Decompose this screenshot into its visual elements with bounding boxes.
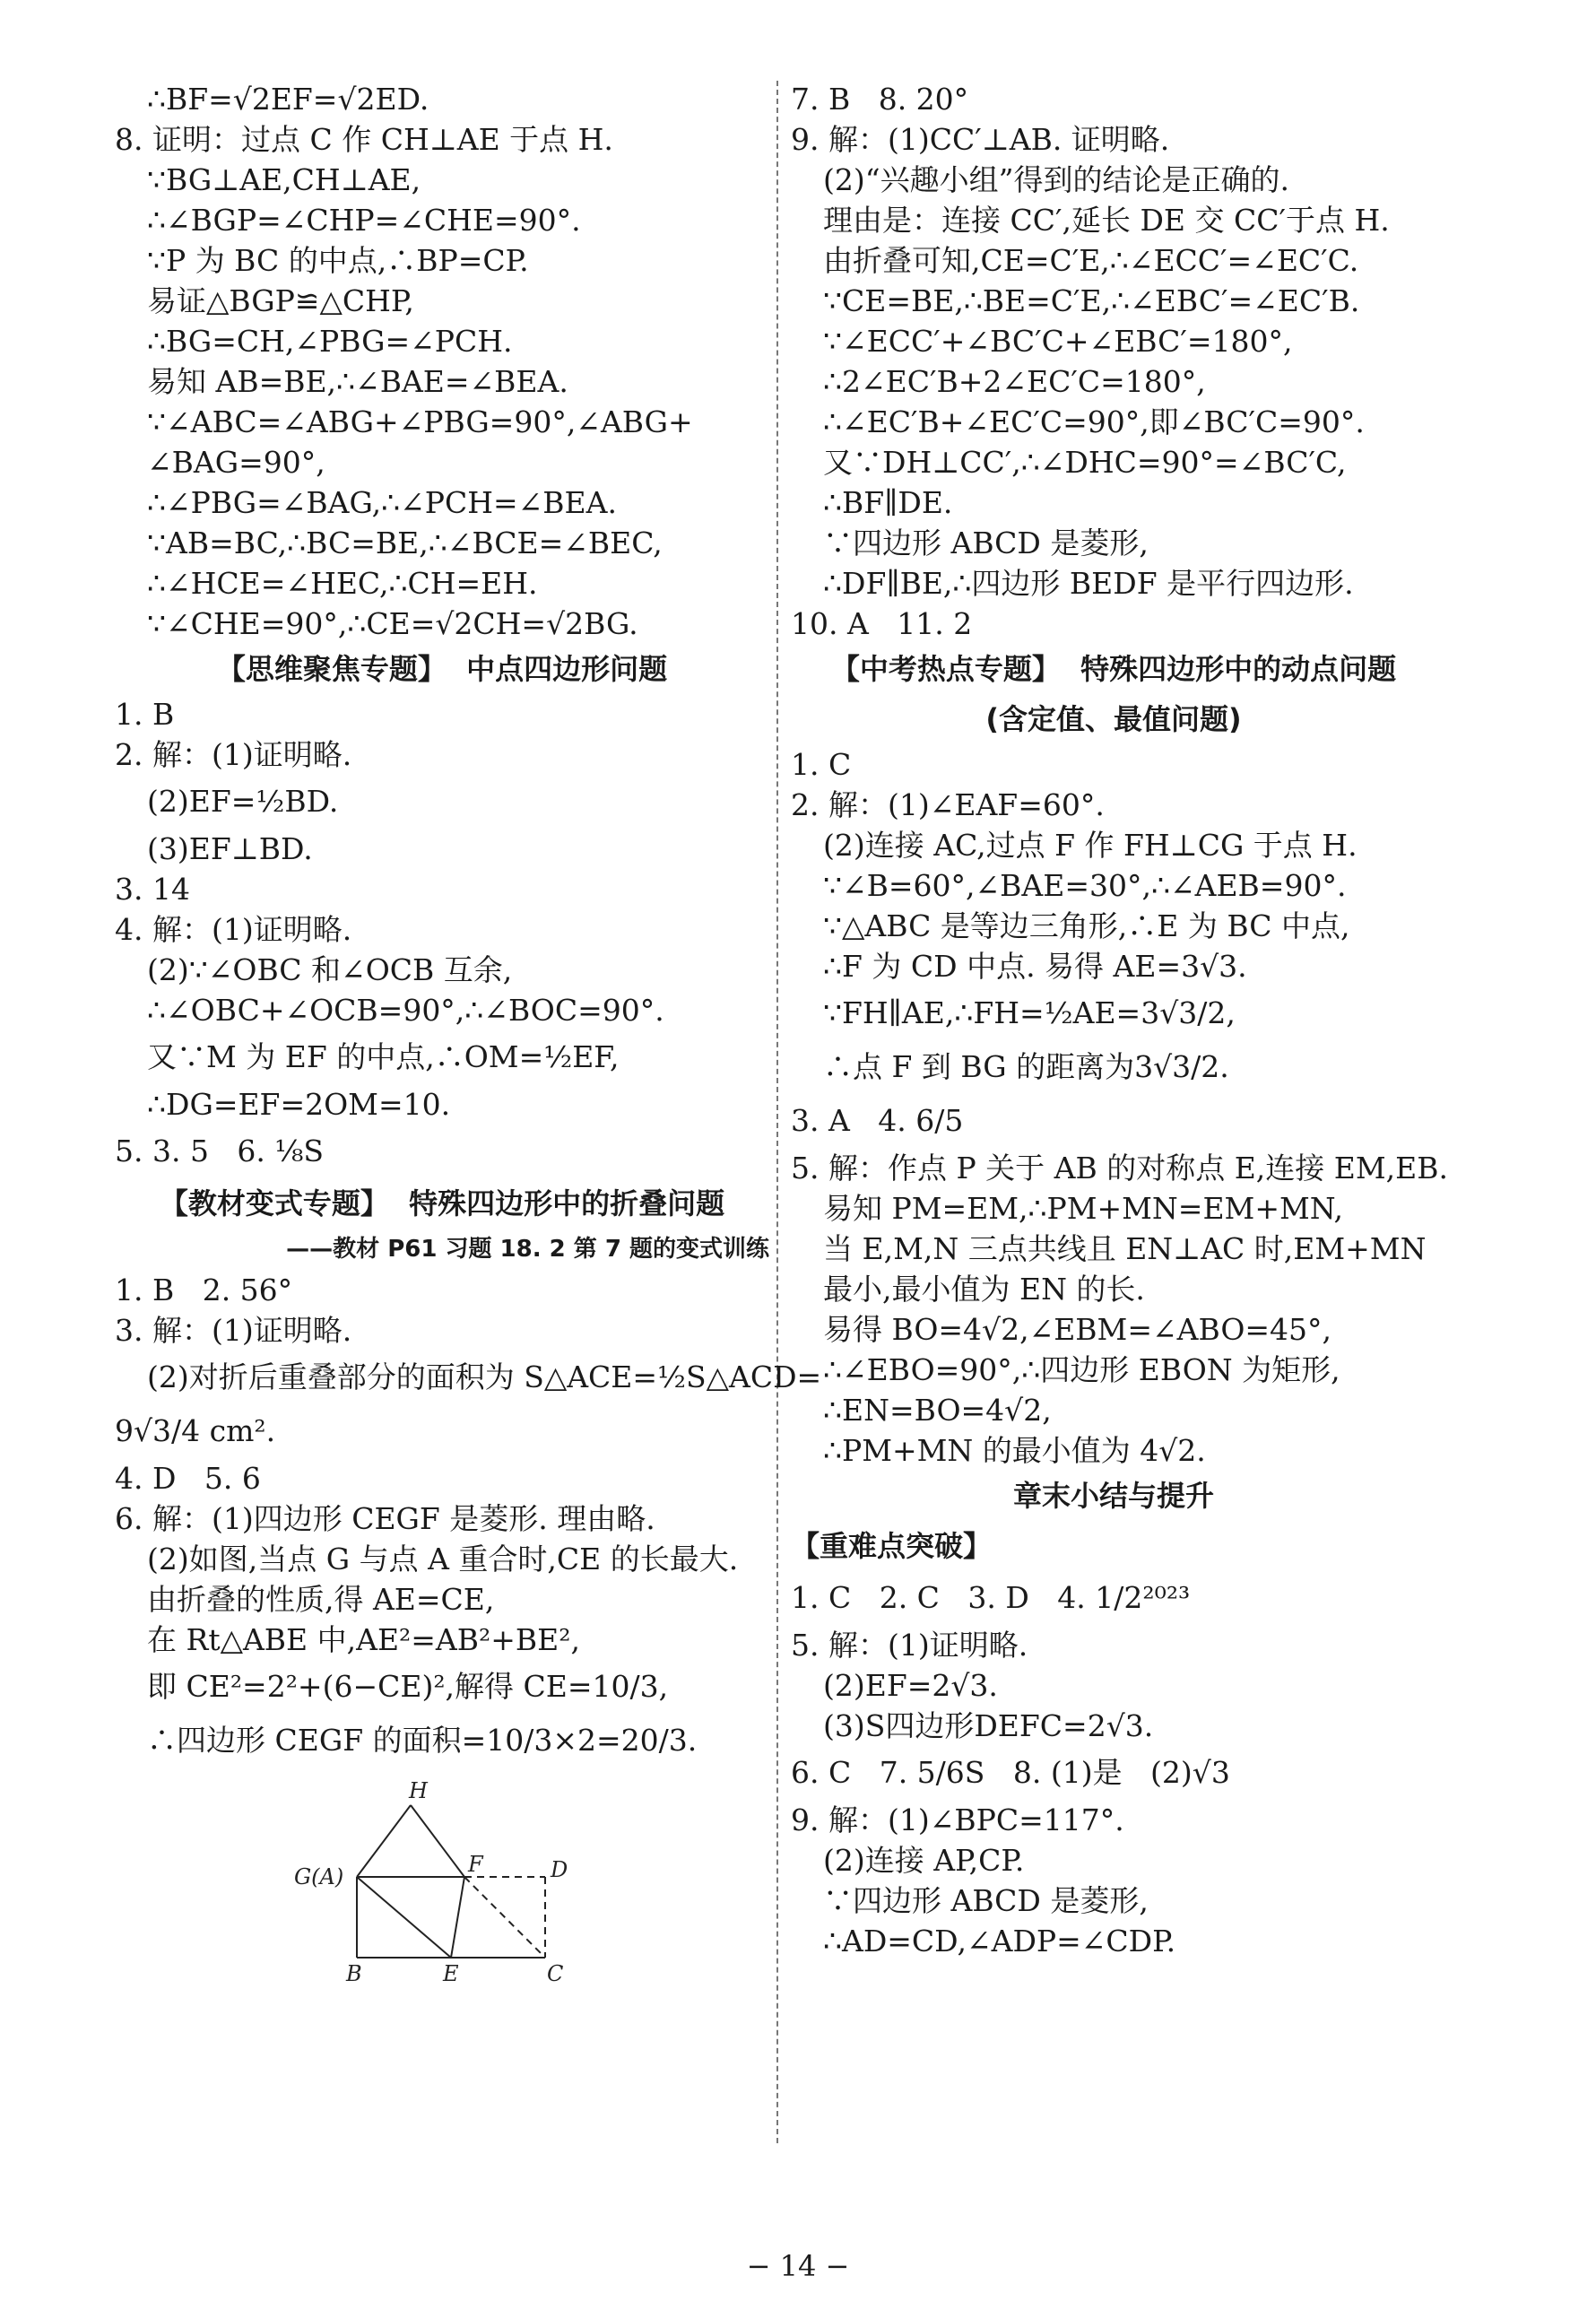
answer-line: 6. 解：(1)四边形 CEGF 是菱形. 理由略. [115, 1501, 655, 1536]
label-F: F [468, 1852, 483, 1877]
label-E: E [443, 1961, 459, 1985]
label-GA: G(A) [294, 1864, 344, 1889]
section-subheading: ——教材 P61 习题 18. 2 第 7 题的变式训练 [286, 1236, 769, 1263]
answer-line: (2)EF=2√3. [823, 1668, 998, 1703]
answer-line: 5. 解：(1)证明略. [791, 1628, 1028, 1663]
answer-line: ∵CE=BE,∴BE=C′E,∴∠EBC′=∠EC′B. [823, 283, 1360, 318]
answer-line: ∴F 为 CD 中点. 易得 AE=3√3. [823, 949, 1247, 984]
answer-line: (2)∵∠OBC 和∠OCB 互余, [147, 952, 513, 987]
answer-line: 5. 解：作点 P 关于 AB 的对称点 E,连接 EM,EB. [791, 1151, 1448, 1186]
answer-line: 易证△BGP≌△CHP, [147, 283, 414, 318]
answer-line: 1. C 2. C 3. D 4. 1/2²⁰²³ [791, 1580, 1191, 1615]
answer-line: ∠BAG=90°, [147, 445, 325, 480]
answer-line: 最小,最小值为 EN 的长. [823, 1272, 1145, 1307]
answer-line: ∵BG⊥AE,CH⊥AE, [147, 162, 421, 197]
section-heading: 【重难点突破】 [791, 1529, 993, 1563]
section-heading: 【思维聚焦专题】 中点四边形问题 [216, 652, 668, 686]
answer-line: 易得 BO=4√2,∠EBM=∠ABO=45°, [823, 1312, 1332, 1347]
answer-line: 4. D 5. 6 [115, 1461, 261, 1496]
answer-line: ∴2∠EC′B+2∠EC′C=180°, [823, 364, 1206, 399]
answer-line: (2)连接 AC,过点 F 作 FH⊥CG 于点 H. [823, 828, 1357, 863]
answer-line: ∴EN=BO=4√2, [823, 1393, 1052, 1428]
answer-line: 5. 3. 5 6. ⅛S [115, 1133, 324, 1168]
answer-line: ∴四边形 CEGF 的面积=10/3×2=20/3. [147, 1723, 698, 1758]
label-D: D [551, 1857, 568, 1882]
label-C: C [547, 1961, 564, 1985]
answer-line: 2. 解：(1)∠EAF=60°. [791, 787, 1105, 822]
answer-line: 7. B 8. 20° [791, 82, 969, 117]
label-H: H [409, 1778, 428, 1803]
answer-line: ∵AB=BC,∴BC=BE,∴∠BCE=∠BEC, [147, 525, 663, 560]
answer-line: ∵FH∥AE,∴FH=½AE=3√3/2, [823, 995, 1236, 1030]
answer-line: ∴BG=CH,∠PBG=∠PCH. [147, 324, 513, 359]
answer-line: ∴∠BGP=∠CHP=∠CHE=90°. [147, 203, 581, 238]
answer-line: ∵∠B=60°,∠BAE=30°,∴∠AEB=90°. [823, 868, 1347, 903]
answer-line: 3. A 4. 6/5 [791, 1103, 964, 1138]
answer-line: ∵∠ABC=∠ABG+∠PBG=90°,∠ABG+ [147, 404, 693, 439]
answer-line: ∴∠EBO=90°,∴四边形 EBON 为矩形, [823, 1352, 1340, 1387]
answer-line: ∴BF=√2EF=√2ED. [147, 82, 429, 117]
answer-line: (3)EF⊥BD. [147, 831, 313, 866]
answer-line: ∵四边形 ABCD 是菱形, [823, 1883, 1149, 1918]
answer-line: ∴AD=CD,∠ADP=∠CDP. [823, 1924, 1176, 1959]
answer-line: ∵P 为 BC 的中点,∴BP=CP. [147, 243, 529, 278]
answer-line: ∴∠EC′B+∠EC′C=90°,即∠BC′C=90°. [823, 404, 1365, 439]
answer-line: ∴∠HCE=∠HEC,∴CH=EH. [147, 566, 538, 601]
answer-line: 1. B [115, 697, 175, 732]
answer-line: 理由是：连接 CC′,延长 DE 交 CC′于点 H. [823, 203, 1390, 238]
answer-line: 易知 PM=EM,∴PM+MN=EM+MN, [823, 1191, 1344, 1226]
answer-line: (2)“兴趣小组”得到的结论是正确的. [823, 162, 1289, 197]
section-heading: 【教材变式专题】 特殊四边形中的折叠问题 [159, 1186, 725, 1220]
answer-line: ∵△ABC 是等边三角形,∴E 为 BC 中点, [823, 908, 1350, 943]
answer-line: (2)连接 AP,CP. [823, 1843, 1025, 1878]
section-heading: 章末小结与提升 [1012, 1479, 1214, 1513]
column-divider [776, 81, 778, 2143]
answer-line: ∴∠PBG=∠BAG,∴∠PCH=∠BEA. [147, 485, 617, 520]
answer-line: 4. 解：(1)证明略. [115, 912, 352, 947]
answer-line: 由折叠可知,CE=C′E,∴∠ECC′=∠EC′C. [823, 243, 1359, 278]
answer-line: ∴DF∥BE,∴四边形 BEDF 是平行四边形. [823, 566, 1354, 601]
answer-line: (2)对折后重叠部分的面积为 S△ACE=½S△ACD= [147, 1359, 822, 1394]
answer-line: 在 Rt△ABE 中,AE²=AB²+BE², [147, 1622, 580, 1657]
answer-line: 10. A 11. 2 [791, 606, 973, 641]
answer-line: 2. 解：(1)证明略. [115, 737, 352, 772]
answer-line: ∴DG=EF=2OM=10. [147, 1087, 451, 1122]
label-B: B [346, 1961, 362, 1985]
answer-line: ∵∠CHE=90°,∴CE=√2CH=√2BG. [147, 606, 638, 641]
answer-line: 8. 证明：过点 C 作 CH⊥AE 于点 H. [115, 122, 613, 157]
right-column [791, 79, 1448, 1961]
answer-line: ∴点 F 到 BG 的距离为3√3/2. [823, 1049, 1229, 1084]
answer-line: 又∵M 为 EF 的中点,∴OM=½EF, [147, 1039, 620, 1074]
answer-line: ∴∠OBC+∠OCB=90°,∴∠BOC=90°. [147, 993, 664, 1028]
answer-line: 9. 解：(1)∠BPC=117°. [791, 1802, 1124, 1837]
section-heading: (含定值、最值问题) [985, 702, 1242, 736]
answer-line: 6. C 7. 5/6S 8. (1)是 (2)√3 [791, 1755, 1230, 1790]
section-heading: 【中考热点专题】 特殊四边形中的动点问题 [830, 652, 1397, 686]
answer-line: 1. C [791, 747, 852, 782]
answer-line: 3. 解：(1)证明略. [115, 1313, 352, 1348]
page-number: − 14 − [746, 2249, 850, 2283]
answer-line: 当 E,M,N 三点共线且 EN⊥AC 时,EM+MN [823, 1231, 1427, 1266]
answer-line: 易知 AB=BE,∴∠BAE=∠BEA. [147, 364, 568, 399]
answer-line: (3)S四边形DEFC=2√3. [823, 1708, 1154, 1743]
answer-line: 由折叠的性质,得 AE=CE, [147, 1582, 495, 1617]
answer-line: 又∵DH⊥CC′,∴∠DHC=90°=∠BC′C, [823, 445, 1347, 480]
answer-line: ∵四边形 ABCD 是菱形, [823, 525, 1149, 560]
folding-figure [294, 1778, 599, 1985]
answer-line: 9√3/4 cm². [115, 1413, 276, 1448]
answer-line: ∴PM+MN 的最小值为 4√2. [823, 1433, 1206, 1468]
answer-line: ∵∠ECC′+∠BC′C+∠EBC′=180°, [823, 324, 1293, 359]
answer-line: 3. 14 [115, 872, 190, 907]
answer-line: 即 CE²=2²+(6−CE)²,解得 CE=10/3, [147, 1669, 669, 1704]
answer-line: (2)如图,当点 G 与点 A 重合时,CE 的长最大. [147, 1542, 739, 1576]
answer-line: 9. 解：(1)CC′⊥AB. 证明略. [791, 122, 1170, 157]
answer-line: 1. B 2. 56° [115, 1272, 293, 1307]
answer-line: ∴BF∥DE. [823, 485, 953, 520]
answer-line: (2)EF=½BD. [147, 784, 339, 819]
